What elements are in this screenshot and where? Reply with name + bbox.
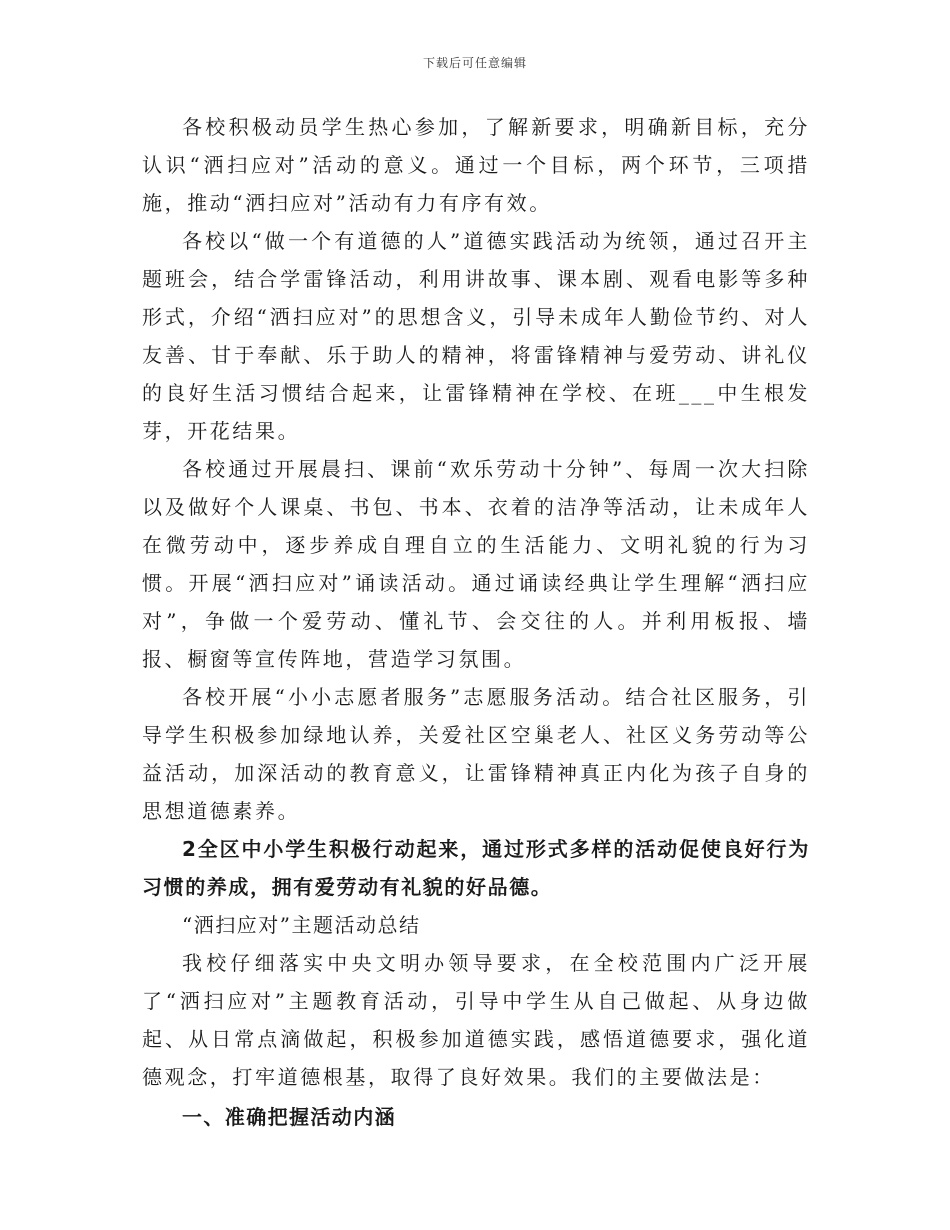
header-note: 下载后可任意编辑 — [422, 56, 527, 70]
summary-paragraph: 我校仔细落实中央文明办领导要求，在全校范围内广泛开展了“洒扫应对”主题教育活动，引导中学生从自己做起、从身边做起、从日常点滴做起，积极参加道德实践，感悟道德要求，强化道德观念，打牢道德根基，取得了良好效果。我们的主要做法是： — [142, 951, 810, 1089]
paragraph-4: 各校开展“小小志愿者服务”志愿服务活动。结合社区服务，引导学生积极参加绿地认养，关爱社区空巢老人、社区义务劳动等公益活动，加深活动的教育意义，让雷锋精神真正内化为孩子自身的思想道德素养。 — [142, 685, 810, 823]
paragraph-3: 各校通过开展晨扫、课前“欢乐劳动十分钟”、每周一次大扫除以及做好个人课桌、书包、书本、衣着的洁净等活动，让未成年人在微劳动中，逐步养成自理自立的生活能力、文明礼貌的行为习惯。开展“洒扫应对”诵读活动。通过诵读经典让学生理解“洒扫应对”，争做一个爱劳动、懂礼节、会交往的人。并利用板报、墙报、橱窗等宣传阵地，营造学习氛围。 — [142, 457, 810, 671]
bold-paragraph: 2全区中小学生积极行动起来，通过形式多样的活动促使良好行为习惯的养成，拥有爱劳动有礼貌的好品德。 — [142, 837, 810, 899]
summary-title: “洒扫应对”主题活动总结 — [182, 913, 421, 937]
paragraph-2: 各校以“做一个有道德的人”道德实践活动为统领，通过召开主题班会，结合学雷锋活动，利用讲故事、课本剧、观看电影等多种形式，介绍“洒扫应对”的思想含义，引导未成年人勤俭节约、对人友善、甘于奉献、乐于助人的精神，将雷锋精神与爱劳动、讲礼仪的良好生活习惯结合起来，让雷锋精神在学校、在班___中生根发芽，开花结果。 — [142, 229, 810, 443]
paragraph-1: 各校积极动员学生热心参加，了解新要求，明确新目标，充分认识“洒扫应对”活动的意义。通过一个目标，两个环节，三项措施，推动“洒扫应对”活动有力有序有效。 — [142, 115, 810, 215]
section-heading: 一、准确把握活动内涵 — [182, 1105, 396, 1129]
document-body — [142, 108, 810, 1136]
